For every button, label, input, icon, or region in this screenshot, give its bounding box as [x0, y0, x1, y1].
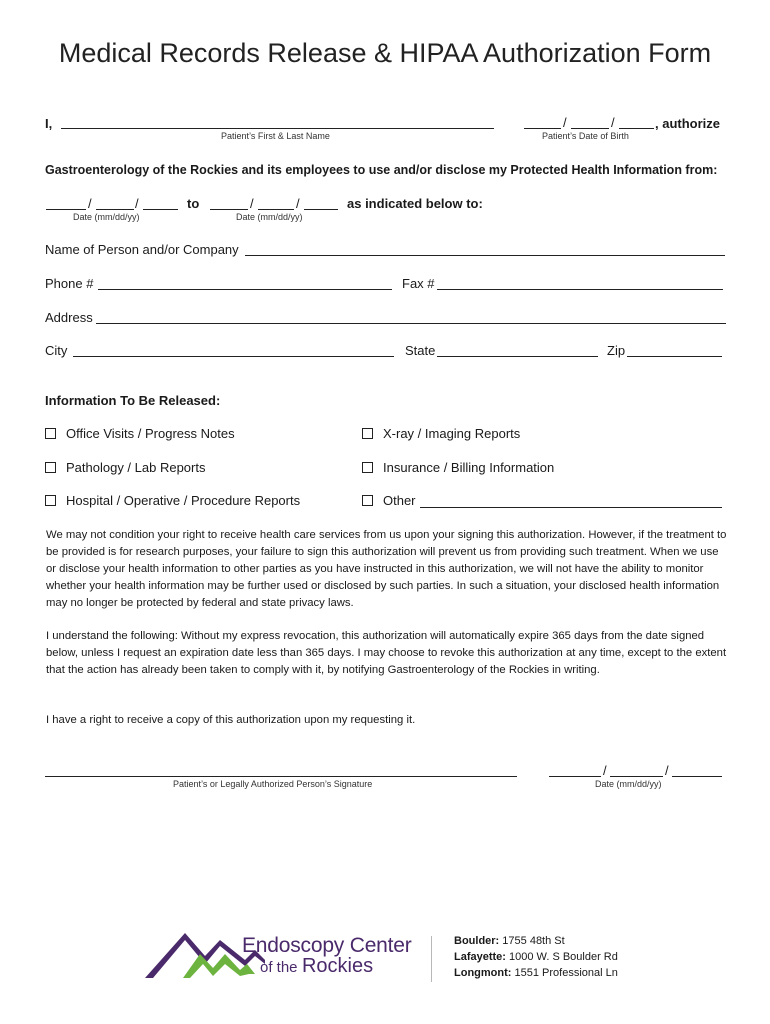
disclaimer-paragraph: We may not condition your right to receive health care services from us upon your signing this authorization. However, if the treatment to be provided is for research purposes, your failure to sign this authorization will prevent us from providing such treatment. When we use or disclose your health information to other parties as you have instructed in this authorization, we will not have the ability to monitor whether your health information may be further used or disclosed by such parties. In such a situation, your disclosed health information may no longer be protected by federal and state privacy laws.	[46, 529, 727, 609]
fax-field[interactable]	[437, 289, 723, 290]
dob-caption: Patient’s Date of Birth	[542, 131, 629, 141]
revocation-paragraph: I understand the following: Without my express revocation, this authorization will automatically expire 365 days from the date signed below, unless I request an expiration date less than 365 days. I may choose to revoke this authorization at any time, except to the extent that the action has already been taken to comply with it, by notifying Gastroenterology of the Rockies in writing.	[46, 630, 727, 676]
authorize-text: , authorize	[655, 116, 721, 131]
signature-caption: Patient’s or Legally Authorized Person’s Signature	[173, 779, 373, 789]
address-field[interactable]	[96, 323, 726, 324]
state-label: State	[405, 343, 436, 358]
checkbox-xray-imaging[interactable]	[362, 428, 373, 439]
zip-label: Zip	[607, 343, 626, 358]
zip-field[interactable]	[627, 356, 722, 357]
address-boulder: Boulder: 1755 48th St	[454, 935, 565, 947]
patient-name-field[interactable]	[61, 128, 494, 129]
name-company-field[interactable]	[245, 255, 725, 256]
date-caption-from: Date (mm/dd/yy)	[73, 212, 140, 222]
state-field[interactable]	[437, 356, 598, 357]
fax-label: Fax #	[402, 276, 435, 291]
checkbox-hospital-procedure[interactable]	[45, 495, 56, 506]
checkbox-other[interactable]	[362, 495, 373, 506]
checkbox-label-hospital-procedure: Hospital / Operative / Procedure Reports	[66, 493, 301, 508]
as-indicated-text: as indicated below to:	[347, 196, 483, 211]
city-label: City	[45, 343, 68, 358]
checkbox-label-pathology-lab: Pathology / Lab Reports	[66, 460, 206, 475]
logo-text-name: Rockies	[301, 955, 374, 977]
address-longmont: Longmont: 1551 Professional Ln	[454, 967, 618, 979]
signature-field[interactable]	[45, 776, 517, 777]
phone-label: Phone #	[45, 276, 94, 291]
checkbox-pathology-lab[interactable]	[45, 462, 56, 473]
i-label: I,	[45, 116, 53, 131]
logo-text-line2	[260, 955, 373, 978]
checkbox-office-visits[interactable]	[45, 428, 56, 439]
checkbox-label-office-visits: Office Visits / Progress Notes	[66, 426, 235, 441]
checkbox-label-other: Other	[383, 493, 416, 508]
signature-date-caption: Date (mm/dd/yy)	[595, 779, 662, 789]
release-heading: Information To Be Released:	[45, 393, 221, 408]
copy-right-paragraph: I have a right to receive a copy of this authorization upon my requesting it.	[46, 714, 416, 726]
date-caption-to: Date (mm/dd/yy)	[236, 212, 303, 222]
to-label: to	[187, 196, 200, 211]
name-company-label: Name of Person and/or Company	[45, 242, 239, 257]
logo-text-line1: Endoscopy Center	[242, 934, 412, 957]
phone-field[interactable]	[98, 289, 392, 290]
other-field[interactable]	[420, 507, 722, 508]
address-label: Address	[45, 310, 93, 325]
checkbox-label-xray-imaging: X-ray / Imaging Reports	[383, 426, 521, 441]
city-field[interactable]	[73, 356, 394, 357]
gastro-statement: Gastroenterology of the Rockies and its employees to use and/or disclose my Protected Health Information from:	[45, 163, 718, 177]
checkbox-insurance-billing[interactable]	[362, 462, 373, 473]
page-title: Medical Records Release & HIPAA Authorization Form	[58, 38, 712, 68]
address-lafayette: Lafayette: 1000 W. S Boulder Rd	[454, 951, 618, 963]
logo-text-prefix: of the	[260, 959, 298, 976]
patient-name-caption: Patient’s First & Last Name	[221, 131, 330, 141]
footer-divider	[431, 936, 432, 982]
checkbox-label-insurance-billing: Insurance / Billing Information	[383, 460, 555, 475]
